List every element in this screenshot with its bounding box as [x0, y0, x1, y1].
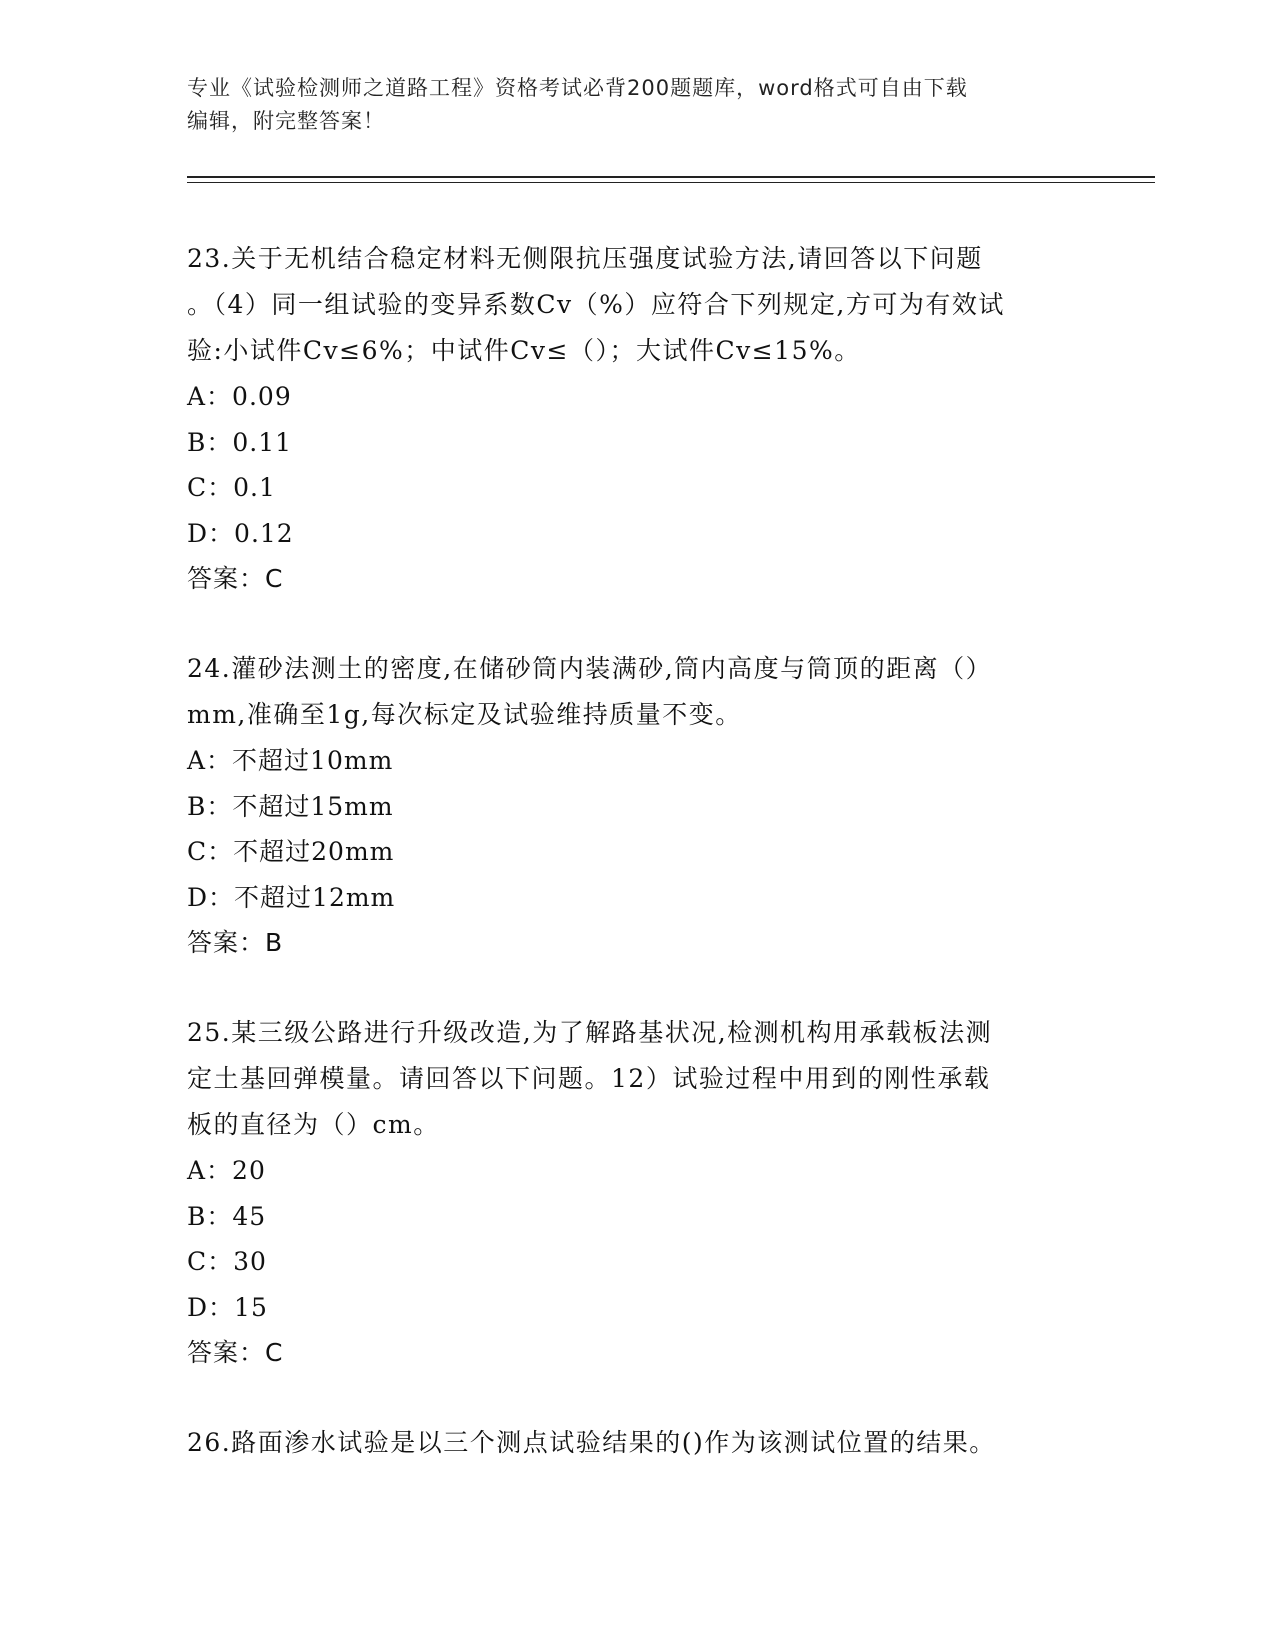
option-a: A：0.09 [187, 382, 292, 411]
question-text-line: 24.灌砂法测土的密度,在储砂筒内装满砂,筒内高度与筒顶的距离（） [187, 654, 993, 683]
header-line-2: 编辑，附完整答案！ [187, 109, 385, 133]
option-c: C：0.1 [187, 473, 276, 502]
question-25 [187, 1010, 1087, 1376]
question-26 [187, 1420, 1087, 1466]
option-b: B：45 [187, 1201, 267, 1231]
option-c: C：30 [187, 1247, 267, 1276]
question-text [187, 1010, 1087, 1148]
option-c: C：不超过20mm [187, 837, 395, 866]
question-text-line: 26.路面渗水试验是以三个测点试验结果的()作为该测试位置的结果。 [187, 1428, 996, 1457]
option-a: A：20 [187, 1156, 266, 1185]
header-divider-thin [187, 182, 1155, 183]
question-text [187, 236, 1087, 374]
header-divider-thick [187, 176, 1155, 178]
option-b: B：0.11 [187, 427, 293, 457]
question-text-line: 定土基回弹模量。请回答以下问题。12）试验过程中用到的刚性承载 [187, 1064, 991, 1093]
question-text-line: 23.关于无机结合稳定材料无侧限抗压强度试验方法,请回答以下问题 [187, 244, 983, 273]
question-text-line: 。（4）同一组试验的变异系数Cv（%）应符合下列规定,方可为有效试 [187, 290, 1005, 319]
question-list [187, 236, 1087, 1510]
question-text-line: 验:小试件Cv≤6%；中试件Cv≤（）；大试件Cv≤15%。 [187, 336, 861, 365]
answer-line: 答案：C [187, 1338, 284, 1367]
question-24 [187, 646, 1087, 966]
question-text-line: mm,准确至1g,每次标定及试验维持质量不变。 [187, 700, 742, 729]
question-23 [187, 236, 1087, 602]
header-line-1: 专业《试验检测师之道路工程》资格考试必背200题题库，word格式可自由下载 [187, 76, 968, 100]
question-text [187, 646, 1087, 738]
answer-line: 答案：C [187, 564, 284, 593]
option-b: B：不超过15mm [187, 791, 394, 821]
question-text [187, 1420, 1087, 1466]
answer-line: 答案：B [187, 928, 284, 957]
question-text-line: 25.某三级公路进行升级改造,为了解路基状况,检测机构用承载板法测 [187, 1018, 993, 1047]
document-header [187, 72, 1087, 138]
option-d: D：0.12 [187, 518, 294, 548]
option-d: D：不超过12mm [187, 882, 396, 912]
option-d: D：15 [187, 1292, 268, 1322]
question-text-line: 板的直径为（）cm。 [187, 1110, 440, 1139]
option-a: A：不超过10mm [187, 746, 394, 775]
